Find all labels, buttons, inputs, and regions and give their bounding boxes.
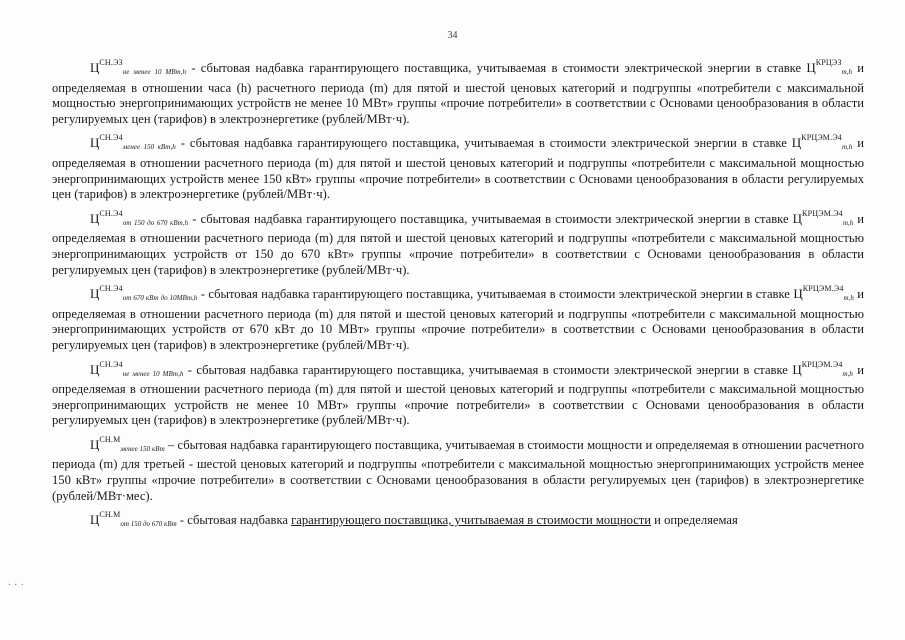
paragraph-text: и определяемая в отношении часа (h) расчетного периода (m) для пятой и шестой ценовых категорий и подгруппы «потребители с максимальной мощностью энергопринимающих устройств не менее 10 МВт» группы «прочие потребители» в соответствии с Основами ценообразования в области регулируемых цен (тарифов) в электроэнергетике (рублей/МВт·ч). <box>52 61 865 126</box>
paragraph-text: - сбытовая надбавка <box>176 513 292 528</box>
formula-symbol: $Ц^{СН.Э4}_{не менее 10 МВт,h}$ <box>90 359 184 378</box>
formula-symbol: $Ц^{СН.Э4}_{менее 150 кВт,h}$ <box>90 133 176 152</box>
margin-marks: ... <box>8 577 28 588</box>
paragraph-text: и определяемая в отношении расчетного периода (m) для пятой и шестой ценовых категорий и подгруппы «потребители с максимальной мощностью энергопринимающих устройств не менее 10 МВт» группы «прочие потребители» в соответствии с Основами ценообразования в области регулируемых цен (тарифов) в электроэнергетике (рублей/МВт·ч). <box>52 362 865 428</box>
rate-symbol: $Ц^{КРЦЭМ.Э4}_{m,h}$ <box>791 133 853 152</box>
document-body <box>52 55 864 536</box>
paragraph-text: - сбытовая надбавка гарантирующего поставщика, учитываемая в стоимости электрической энергии в ставке <box>188 211 793 226</box>
paragraph-6 <box>52 432 864 504</box>
formula-symbol: $Ц^{СН.Э4}_{от 150 до 670 кВт,h}$ <box>90 208 189 227</box>
formula-symbol: $Ц^{СН.Э4}_{от 670 кВт до 10МВт,h}$ <box>90 284 198 303</box>
paragraph-text: - сбытовая надбавка гарантирующего поставщика, учитываемая в стоимости электрической энергии в ставке <box>183 362 793 377</box>
paragraph-text: - сбытовая надбавка гарантирующего поставщика, учитываемая в стоимости электрической энергии в ставке <box>175 136 792 151</box>
paragraph-3 <box>52 206 864 278</box>
formula-symbol: $Ц^{СН.ЭЗ}_{не менее 10 МВт,h}$ <box>90 58 187 76</box>
paragraph-5 <box>52 357 864 429</box>
paragraph-text: и определяемая <box>651 513 738 528</box>
paragraph-text: - сбытовая надбавка гарантирующего поставщика, учитываемая в стоимости электрической энергии в ставке <box>197 287 794 302</box>
rate-symbol: $Ц^{КРЦЭМ.Э4}_{m,h}$ <box>793 284 854 303</box>
rate-symbol: $Ц^{КРЦЭМ.Э4}_{m,h}$ <box>792 208 854 227</box>
paragraph-text: и определяемая в отношении расчетного периода (m) для пятой и шестой ценовых категорий и подгруппы «потребители с максимальной мощностью энергопринимающих устройств менее 150 кВт» группы «прочие потребители» в соответствии с Основами ценообразования в области регулируемых цен (тарифов) в электроэнергетике (рублей/МВт·ч). <box>52 136 864 202</box>
paragraph-text: и определяемая в отношении расчетного периода (m) для пятой и шестой ценовых категорий и подгруппы «потребители с максимальной мощностью энергопринимающих устройств от 670 кВт до 10 МВт» группы «прочие потребители» в соответствии с Основами ценообразования в области регулируемых цен (тарифов) в электроэнергетике (рублей/МВт·ч). <box>52 287 865 352</box>
paragraph-text: – сбытовая надбавка гарантирующего поставщика, учитываемая в стоимости мощности и определяемая в отношении расчетного периода (m) для третьей - шестой ценовых категорий и подгруппы «потребители с максимальной мощностью энергопринимающих устройств менее 150 кВт» группы «прочие потребители» в соответствии с Основами ценообразования в области регулируемых цен (тарифов) в электроэнергетике (рублей/МВт·мес). <box>52 437 864 503</box>
paragraph-2 <box>52 130 864 202</box>
paragraph-4 <box>52 281 864 353</box>
paragraph-text: - сбытовая надбавка гарантирующего поставщика, учитываемая в стоимости электрической энергии в ставке <box>186 61 807 75</box>
rate-symbol: $Ц^{КРЦЭЗ}_{m,h}$ <box>806 58 852 76</box>
paragraph-1 <box>52 55 864 127</box>
paragraph-text: и определяемая в отношении расчетного периода (m) для пятой и шестой ценовых категорий и подгруппы «потребители с максимальной мощностью энергопринимающих устройств от 150 до 670 кВт» группы «прочие потребители» в соответствии с Основами ценообразования в области регулируемых цен (тарифов) в электроэнергетике (рублей/МВт·ч). <box>52 211 865 277</box>
underlined-text: гарантирующего поставщика, учитываемая в стоимости мощности <box>291 513 652 528</box>
formula-symbol: $Ц^{СН.М}_{от 150 до 670 кВт}$ <box>90 510 177 529</box>
page-number: 34 <box>447 30 458 41</box>
formula-symbol: $Ц^{СН.М}_{менее 150 кВт}$ <box>90 434 165 453</box>
rate-symbol: $Ц^{КРЦЭМ.Э4}_{m,h}$ <box>792 359 853 378</box>
paragraph-7 <box>52 507 864 533</box>
